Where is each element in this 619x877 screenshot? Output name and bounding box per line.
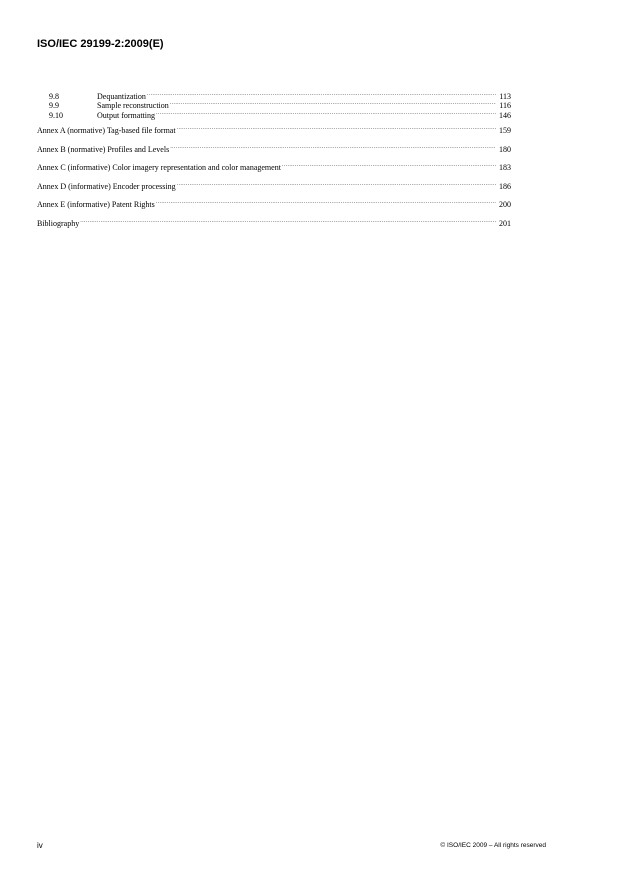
toc-entry-annex-e[interactable] bbox=[37, 198, 511, 208]
toc-entry-title: Annex A (normative) Tag-based file format bbox=[37, 126, 176, 135]
toc-entry-9-8[interactable] bbox=[37, 89, 511, 99]
toc-entry-number: 9.9 bbox=[49, 101, 59, 110]
toc-entry-page: 200 bbox=[499, 200, 511, 209]
toc-entry-title: Annex E (informative) Patent Rights bbox=[37, 200, 155, 209]
toc-leader-dots bbox=[170, 99, 496, 109]
toc-entry-bibliography[interactable] bbox=[37, 216, 511, 226]
toc-entry-number: 9.10 bbox=[49, 110, 63, 120]
toc-leader-dots bbox=[156, 108, 496, 118]
toc-entry-page: 201 bbox=[499, 218, 511, 228]
toc-entry-page: 113 bbox=[499, 91, 511, 101]
toc-leader-dots bbox=[80, 216, 496, 226]
toc-entry-page: 186 bbox=[499, 181, 511, 191]
toc-leader-dots bbox=[177, 179, 496, 189]
toc-entry-title: Bibliography bbox=[37, 218, 80, 228]
toc-entry-title: Dequantization bbox=[97, 91, 146, 101]
toc-entry-title: Sample reconstruction bbox=[97, 101, 169, 110]
toc-leader-dots bbox=[156, 198, 496, 208]
toc-leader-dots bbox=[282, 161, 496, 171]
footer-copyright: © ISO/IEC 2009 – All rights reserved bbox=[440, 842, 546, 849]
toc-entry-page: 180 bbox=[499, 144, 511, 154]
toc-entry-title: Annex D (informative) Encoder processing bbox=[37, 181, 176, 191]
toc-entry-page: 183 bbox=[499, 163, 511, 172]
toc-entry-page: 146 bbox=[499, 110, 511, 120]
toc-leader-dots bbox=[170, 142, 496, 152]
table-of-contents bbox=[37, 89, 511, 226]
toc-entry-title: Annex C (informative) Color imagery representation and color management bbox=[37, 163, 281, 172]
toc-entry-title: Output formatting bbox=[97, 110, 155, 120]
toc-entry-annex-d[interactable] bbox=[37, 179, 511, 189]
footer-page-number: iv bbox=[37, 841, 43, 850]
toc-entry-annex-c[interactable] bbox=[37, 161, 511, 171]
toc-entry-page: 116 bbox=[499, 101, 511, 110]
toc-entry-title: Annex B (normative) Profiles and Levels bbox=[37, 144, 170, 154]
document-header-title: ISO/IEC 29199-2:2009(E) bbox=[37, 38, 164, 50]
toc-entry-annex-a[interactable] bbox=[37, 124, 511, 134]
toc-leader-dots bbox=[177, 124, 496, 134]
toc-entry-number: 9.8 bbox=[49, 91, 59, 101]
toc-entry-page: 159 bbox=[499, 126, 511, 135]
toc-entry-annex-b[interactable] bbox=[37, 142, 511, 152]
toc-leader-dots bbox=[147, 89, 496, 99]
